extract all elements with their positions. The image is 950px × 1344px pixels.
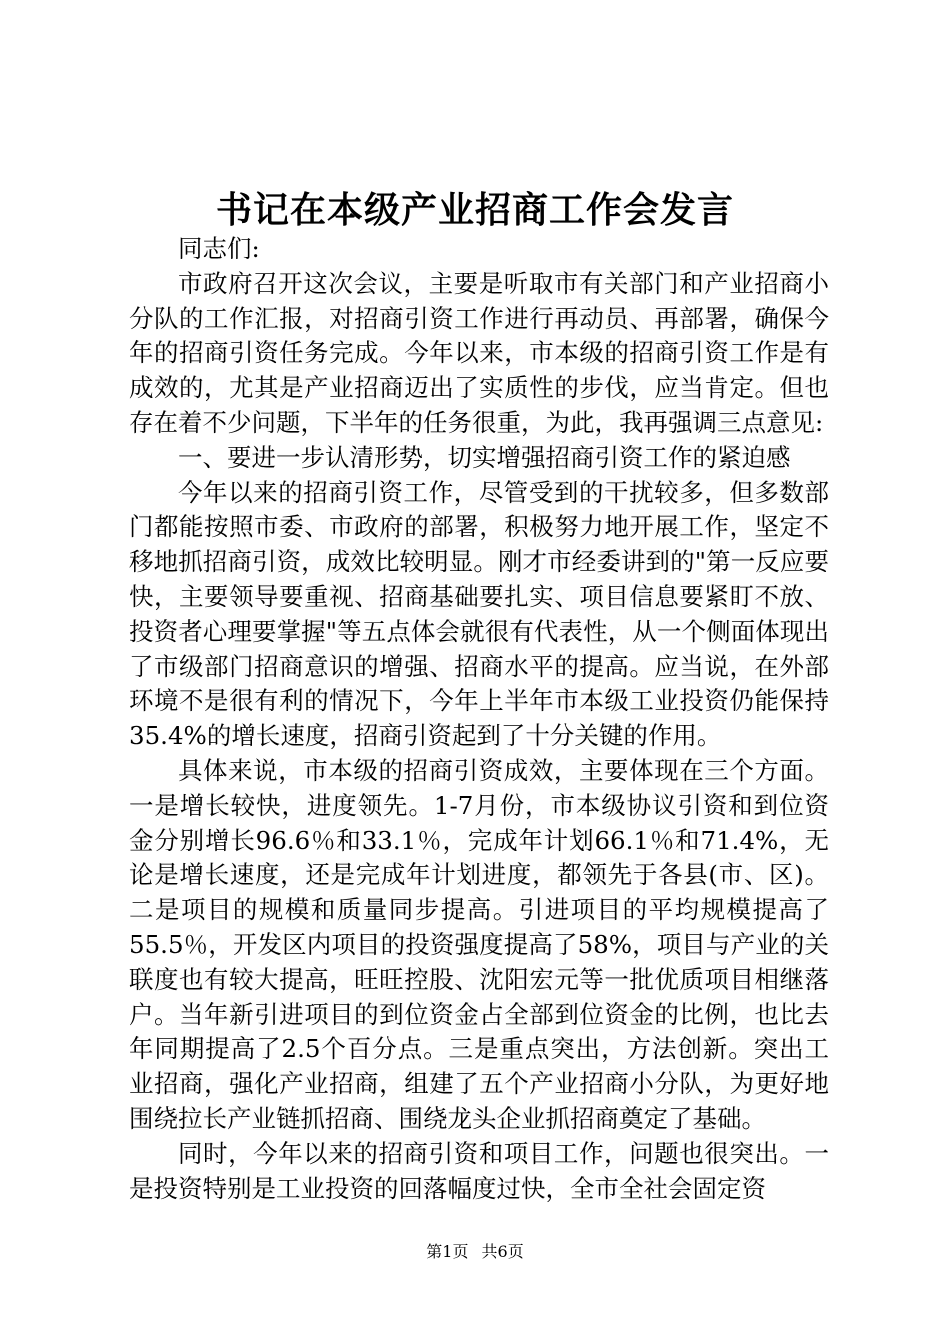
body-paragraph: 今年以来的招商引资工作，尽管受到的干扰较多，但多数部门都能按照市委、市政府的部署，积极努力地开展工作，坚定不移地抓招商引资，成效比较明显。刚才市经委讲到的"第一反应要快，主要领导要重视、招商基础要扎实、项目信息要紧盯不放、投资者心理要掌握"等五点体会就很有代表性，从一个侧面体现出了市级部门招商意识的增强、招商水平的提高。应当说，在外部环境不是很有利的情况下，今年上半年市本级工业投资仍能保持35.4%的增长速度，招商引资起到了十分关键的作用。: [129, 477, 829, 751]
page-footer: [0, 1238, 950, 1266]
document-title: 书记在本级产业招商工作会发言: [215, 189, 734, 231]
page-number: 第1页: [426, 1242, 469, 1261]
document-body: [129, 232, 829, 1206]
salutation-paragraph: 同志们:: [178, 234, 260, 263]
body-paragraph: 具体来说，市本级的招商引资成效，主要体现在三个方面。一是增长较快，进度领先。1-7月份，市本级协议引资和到位资金分别增长96.6％和33.1％，完成年计划66.1％和71.4%，无论是增长速度，还是完成年计划进度，都领先于各县(市、区)。二是项目的规模和质量同步提高。引进项目的平均规模提高了55.5％，开发区内项目的投资强度提高了58%，项目与产业的关联度也有较大提高，旺旺控股、沈阳宏元等一批优质项目相继落户。当年新引进项目的到位资金占全部到位资金的比例，也比去年同期提高了2.5个百分点。三是重点突出，方法创新。突出工业招商，强化产业招商，组建了五个产业招商小分队，为更好地围绕拉长产业链抓招商、围绕龙头企业抓招商奠定了基础。: [129, 755, 829, 1133]
body-paragraph: 同时，今年以来的招商引资和项目工作，问题也很突出。一是投资特别是工业投资的回落幅度过快，全市全社会固定资: [129, 1138, 829, 1203]
intro-paragraph: 市政府召开这次会议，主要是听取市有关部门和产业招商小分队的工作汇报，对招商引资工作进行再动员、再部署，确保今年的招商引资任务完成。今年以来，市本级的招商引资工作是有成效的，尤其是产业招商迈出了实质性的步伐，应当肯定。但也存在着不少问题，下半年的任务很重，为此，我再强调三点意见:: [129, 268, 829, 437]
page-total: 共6页: [481, 1242, 524, 1261]
section-heading-1: 一、要进一步认清形势，切实增强招商引资工作的紧迫感: [178, 442, 791, 472]
